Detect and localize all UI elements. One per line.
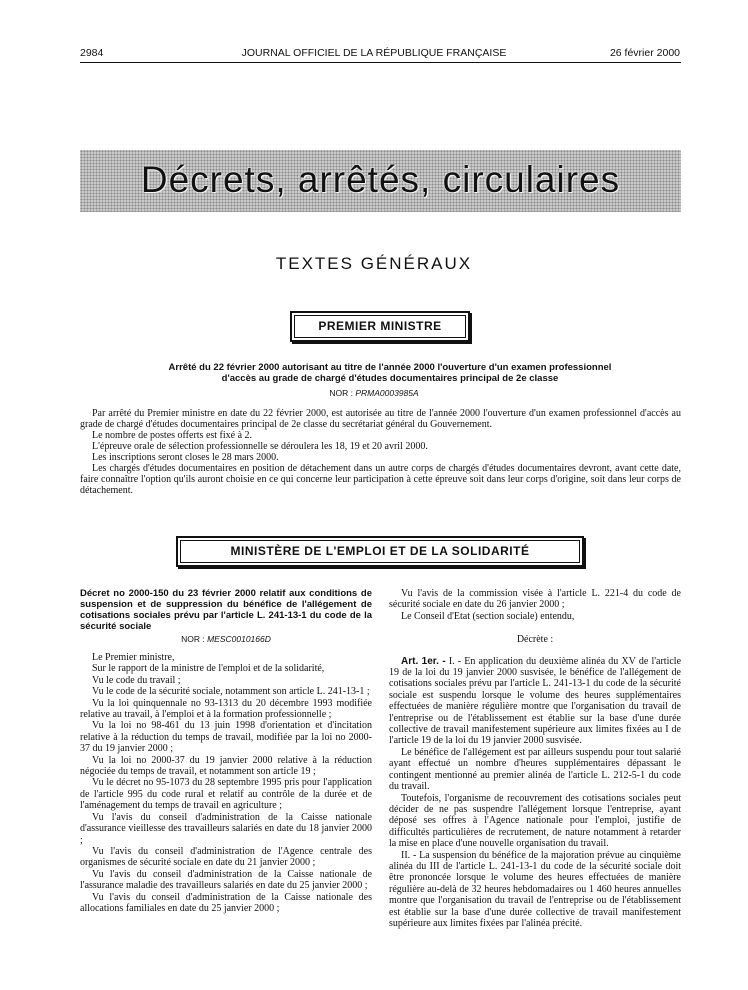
header-rule (80, 62, 681, 63)
visa-paragraph: Vu l'avis de la commission visée à l'article L. 221-4 du code de sécurité sociale en date du 26 janvier 2000 ; (389, 588, 681, 611)
visa-paragraph: Vu le décret no 95-1073 du 28 septembre 1995 pris pour l'application de l'article 995 du code rural et relatif au contrôle de la durée et de l'aménagement du temps de travail en agriculture ; (80, 777, 372, 812)
nor-code: PRMA0003985A (355, 388, 419, 398)
journal-title: JOURNAL OFFICIEL DE LA RÉPUBLIQUE FRANÇAISE (241, 47, 507, 59)
ministry-name: PREMIER MINISTRE (294, 315, 466, 338)
visa-paragraph: Vu l'avis du conseil d'administration de la Caisse nationale d'assurance vieillesse des travailleurs salariés en date du 18 janvier 2000 ; (80, 811, 372, 846)
left-column (80, 588, 372, 914)
article-paragraph: Le bénéfice de l'allégement est par ailleurs suspendu pour tout salarié ayant effectué un nombre d'heures supplémentaires dépassant le contingent mentionné au premier alinéa de l'article L. 212-5-1 du code du travail. (389, 746, 681, 793)
decret-nor (80, 634, 372, 644)
arrete-title-line2: d'accès au grade de chargé d'études documentaires principal de 2e classe (221, 373, 559, 384)
visa-paragraph: Le Conseil d'Etat (section sociale) entendu, (401, 610, 575, 622)
visa-paragraph: Le Premier ministre, (92, 652, 175, 663)
visa-paragraph: Vu l'avis du conseil d'administration de la Caisse nationale des allocations familiales en date du 25 janvier 2000 ; (80, 891, 372, 914)
visa-paragraph: Vu le code de la sécurité sociale, notamment son article L. 241-13-1 ; (92, 686, 370, 698)
visa-paragraph: Sur le rapport de la ministre de l'emploi et de la solidarité, (92, 663, 325, 675)
visas (80, 652, 372, 914)
arrete-title (90, 362, 690, 384)
arrete-body (80, 408, 681, 496)
article-paragraph: Toutefois, l'organisme de recouvrement des cotisations sociales peut décider de ne pas suspendre l'allégement lorsque l'entreprise, ayant déposé ses offres à l'Agence nationale pour l'emploi, justifie de difficultés particulières de recrutement, de nature notamment à retarder la mise en place d'une nouvelle organisation du travail. (389, 792, 681, 850)
section-title: TEXTES GÉNÉRAUX (275, 254, 473, 273)
arrete-title-line1: Arrêté du 22 février 2000 autorisant au titre de l'année 2000 l'ouverture d'un examen professionnel (168, 362, 612, 373)
arrete-paragraph: Les inscriptions seront closes le 28 mars 2000. (92, 452, 279, 463)
article-paragraph: II. - La suspension du bénéfice de la majoration prévue au cinquième alinéa du III de l'article L. 241-13-1 du code de la sécurité sociale doit être prononcée lorsque le volume des heures effectuées de manière régulière au-delà de 32 heures hebdomadaires ou 1 460 heures annuelles montre que l'organisation du travail de l'entreprise ou de l'établissement est établie sur la base d'une durée collective de travail manifestement supérieure aux limites fixées par l'alinéa précité. (389, 849, 681, 929)
visa-paragraph: Vu la loi no 98-461 du 13 juin 1998 d'orientation et d'incitation relative à la réduction du temps de travail, modifiée par la loi no 2000-37 du 19 janvier 2000 ; (80, 720, 372, 755)
ministry-name: MINISTÈRE DE L'EMPLOI ET DE LA SOLIDARITÉ (180, 540, 580, 563)
arrete-paragraph: L'épreuve orale de sélection professionnelle se déroulera les 18, 19 et 20 avril 2000. (92, 441, 428, 452)
nor-label: NOR : (329, 388, 353, 398)
banner-title: Décrets, arrêtés, circulaires (140, 159, 621, 200)
visa-paragraph: Vu l'avis du conseil d'administration de la Caisse nationale de l'assurance maladie des travailleurs salariés en date du 25 janvier 2000 ; (80, 868, 372, 892)
visa-paragraph: Vu le code du travail ; (92, 674, 181, 686)
section-banner (80, 150, 681, 212)
arrete-paragraph: Par arrêté du Premier ministre en date du 22 février 2000, est autorisée au titre de l'année 2000 l'ouverture d'un examen professionnel d'accès au grade de chargé d'études documentaires principal de 2e classe du secrétariat général du Gouvernement. (80, 408, 681, 430)
arrete-nor (0, 388, 748, 398)
ministry-box-emploi (176, 536, 584, 567)
issue-date: 26 février 2000 (609, 47, 680, 59)
page-number: 2984 (80, 47, 104, 59)
visa-paragraph: Vu la loi no 2000-37 du 19 janvier 2000 relative à la réduction négociée du temps de travail, et notamment son article 19 ; (80, 754, 372, 778)
arrete-paragraph: Les chargés d'études documentaires en position de détachement dans un autre corps de chargés d'études documentaires devront, avant cette date, faire connaître l'option qu'ils auront choisie en ce qui concerne leur participation à cette épreuve soit dans leur corps d'origine, soit dans leur corps de détachement. (80, 463, 681, 496)
right-column (389, 588, 681, 929)
nor-code: MESC0010166D (207, 634, 271, 644)
decrete: Décrète : (516, 634, 554, 646)
article-text: I. - En application du deuxième alinéa du XV de l'article 19 de la loi du 19 janvier 2000 susvisée, le bénéfice de l'allégement de cotisations sociales prévu par l'article L. 241-13-1 du code de la sécurité sociale est suspendu lorsque le volume des heures supplémentaires effectuées de manière régulière montre que l'organisation du travail de l'entreprise ou de l'établissement est établie sur la base d'une durée collective de travail manifestement supérieure aux limites fixées au I de l'article 19 de la loi du 19 janvier 2000 susvisée. (389, 655, 682, 747)
article-label: Art. 1er. - (401, 655, 446, 667)
visa-paragraph: Vu la loi quinquennale no 93-1313 du 20 décembre 1993 modifiée relative au travail, à l'emploi et à la formation professionnelle ; (80, 697, 372, 721)
decret-title: Décret no 2000-150 du 23 février 2000 relatif aux conditions de suspension et de suppression du bénéfice de l'allégement de cotisations sociales prévu par l'article L. 241-13-1 du code de la sécurité sociale (80, 588, 372, 632)
article-1 (389, 656, 681, 747)
nor-label: NOR : (181, 634, 205, 644)
arrete-paragraph: Le nombre de postes offerts est fixé à 2. (92, 430, 253, 441)
ministry-box-premier (290, 311, 470, 342)
visa-paragraph: Vu l'avis du conseil d'administration de l'Agence centrale des organismes de sécurité sociale en date du 21 janvier 2000 ; (80, 845, 372, 869)
